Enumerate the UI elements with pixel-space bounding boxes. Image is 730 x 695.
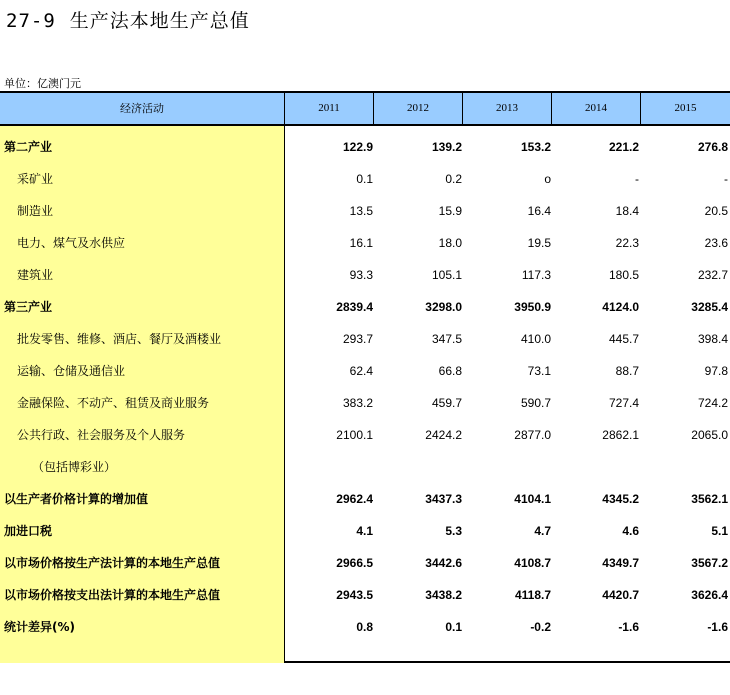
- value-cell: 3438.2: [425, 588, 462, 602]
- value-cell: 3562.1: [691, 492, 728, 506]
- value-cell: 5.3: [445, 524, 462, 538]
- value-cell: 122.9: [342, 140, 373, 154]
- table-row: [0, 387, 730, 419]
- header-year: 2014: [552, 93, 641, 124]
- table-row: [0, 131, 730, 163]
- table-row: [0, 483, 730, 515]
- row-label: 第三产业: [4, 300, 53, 314]
- table-row: [0, 611, 730, 643]
- value-cell: 5.1: [711, 524, 728, 538]
- table-row: [0, 163, 730, 195]
- value-cell: 4104.1: [514, 492, 551, 506]
- table-row: [0, 579, 730, 611]
- row-label: 统计差异(%): [4, 620, 75, 634]
- value-cell: 293.7: [342, 332, 373, 346]
- value-cell: 15.9: [438, 204, 462, 218]
- value-cell: 139.2: [431, 140, 462, 154]
- value-cell: 232.7: [697, 268, 728, 282]
- value-cell: 724.2: [697, 396, 728, 410]
- gdp-table: [0, 91, 730, 663]
- value-cell: 2877.0: [514, 428, 551, 442]
- row-label: 以市场价格按生产法计算的本地生产总值: [4, 556, 221, 570]
- value-cell: 4118.7: [514, 588, 551, 602]
- row-label: 批发零售、维修、酒店、餐厅及酒楼业: [17, 332, 222, 346]
- value-cell: 19.5: [527, 236, 551, 250]
- value-cell: 3298.0: [425, 300, 462, 314]
- value-cell: 4420.7: [602, 588, 639, 602]
- row-label: 采矿业: [17, 172, 54, 186]
- table-row: [0, 547, 730, 579]
- value-cell: o: [544, 172, 551, 186]
- value-cell: 13.5: [349, 204, 373, 218]
- table-row: [0, 419, 730, 451]
- value-cell: 2839.4: [336, 300, 373, 314]
- table-row: [0, 355, 730, 387]
- value-cell: 3950.9: [514, 300, 551, 314]
- value-cell: -0.2: [530, 620, 551, 634]
- value-cell: -1.6: [707, 620, 728, 634]
- value-cell: 3442.6: [425, 556, 462, 570]
- value-cell: 3285.4: [691, 300, 728, 314]
- value-cell: -: [635, 172, 639, 186]
- value-cell: 3626.4: [691, 588, 728, 602]
- table-header: [0, 93, 730, 126]
- value-cell: 2862.1: [602, 428, 639, 442]
- value-cell: 2065.0: [691, 428, 728, 442]
- table-row: [0, 291, 730, 323]
- row-label: 制造业: [17, 204, 54, 218]
- row-label: 电力、煤气及水供应: [17, 236, 126, 250]
- header-year: 2015: [674, 102, 697, 114]
- value-cell: 62.4: [349, 364, 373, 378]
- row-label: 以市场价格按支出法计算的本地生产总值: [4, 588, 221, 602]
- value-cell: 153.2: [520, 140, 551, 154]
- value-cell: 445.7: [608, 332, 639, 346]
- value-cell: 20.5: [704, 204, 728, 218]
- value-cell: 4349.7: [602, 556, 639, 570]
- value-cell: 18.0: [438, 236, 462, 250]
- table-row: [0, 195, 730, 227]
- value-cell: 221.2: [608, 140, 639, 154]
- value-cell: 383.2: [342, 396, 373, 410]
- value-cell: 2424.2: [425, 428, 462, 442]
- value-cell: 22.3: [615, 236, 639, 250]
- table-row: [0, 259, 730, 291]
- value-cell: 2943.5: [336, 588, 373, 602]
- value-cell: 93.3: [349, 268, 373, 282]
- value-cell: 23.6: [704, 236, 728, 250]
- row-label: 第二产业: [4, 140, 53, 154]
- table-row: [0, 515, 730, 547]
- value-cell: 398.4: [697, 332, 728, 346]
- value-cell: 66.8: [438, 364, 462, 378]
- unit-label: 单位：亿澳门元: [4, 77, 81, 90]
- value-cell: 18.4: [615, 204, 639, 218]
- value-cell: 410.0: [520, 332, 551, 346]
- table-row: [0, 227, 730, 259]
- value-cell: 4108.7: [514, 556, 551, 570]
- value-cell: -1.6: [618, 620, 639, 634]
- value-cell: 0.2: [445, 172, 462, 186]
- value-cell: 4.7: [534, 524, 551, 538]
- header-year: 2012: [374, 93, 463, 124]
- value-cell: 16.1: [349, 236, 373, 250]
- row-label: 金融保险、不动产、租赁及商业服务: [17, 396, 210, 410]
- value-cell: 0.8: [356, 620, 373, 634]
- value-cell: 2962.4: [336, 492, 373, 506]
- header-year: 2011: [285, 93, 374, 124]
- value-cell: 0.1: [445, 620, 462, 634]
- value-cell: 3437.3: [425, 492, 462, 506]
- table-number: 27-9: [6, 10, 56, 32]
- value-cell: 2966.5: [336, 556, 373, 570]
- table-row: [0, 451, 730, 483]
- value-cell: 73.1: [527, 364, 551, 378]
- row-label: 公共行政、社会服务及个人服务: [17, 428, 186, 442]
- row-label: 运输、仓储及通信业: [17, 364, 126, 378]
- value-cell: 180.5: [608, 268, 639, 282]
- table-row: [0, 323, 730, 355]
- value-cell: 459.7: [431, 396, 462, 410]
- value-cell: 276.8: [697, 140, 728, 154]
- row-label: 加进口税: [4, 524, 53, 538]
- value-cell: 3567.2: [691, 556, 728, 570]
- value-cell: 88.7: [615, 364, 639, 378]
- header-activity: 经济活动: [0, 93, 285, 124]
- table-title: 生产法本地生产总值: [69, 10, 250, 32]
- value-cell: 4124.0: [602, 300, 639, 314]
- row-label: （包括博彩业）: [32, 460, 117, 474]
- value-cell: 117.3: [521, 268, 551, 282]
- value-cell: 4345.2: [602, 492, 639, 506]
- value-cell: 2100.1: [336, 428, 373, 442]
- value-cell: -: [724, 172, 728, 186]
- header-year: 2013: [463, 93, 552, 124]
- value-cell: 4.1: [356, 524, 373, 538]
- page-title: [6, 6, 250, 33]
- value-cell: 97.8: [704, 364, 728, 378]
- value-cell: 105.1: [431, 268, 462, 282]
- value-cell: 590.7: [520, 396, 551, 410]
- row-label: 以生产者价格计算的增加值: [4, 492, 149, 506]
- value-cell: 347.5: [431, 332, 462, 346]
- value-cell: 0.1: [356, 172, 373, 186]
- row-label: 建筑业: [17, 268, 54, 282]
- value-cell: 727.4: [608, 396, 639, 410]
- value-cell: 16.4: [527, 204, 551, 218]
- value-cell: 4.6: [622, 524, 639, 538]
